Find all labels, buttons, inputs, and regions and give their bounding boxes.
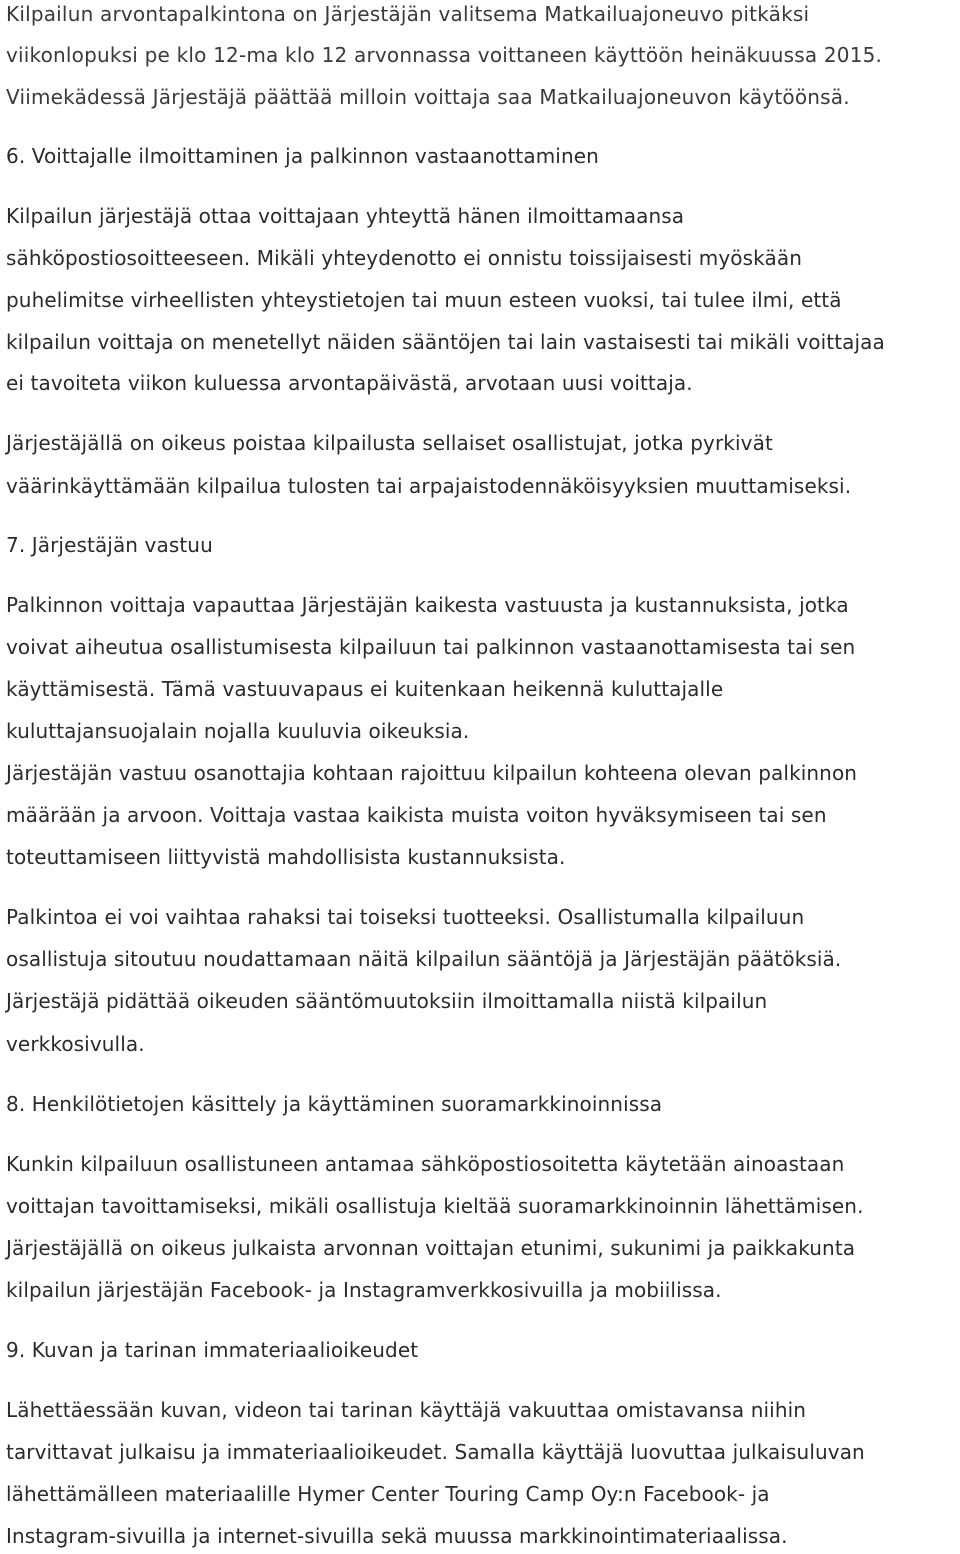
text-line: Järjestäjällä on oikeus julkaista arvonnan voittajan etunimi, sukunimi ja paikkakunta <box>6 1236 856 1260</box>
text-line: kilpailun järjestäjän Facebook- ja Instagramverkkosivuilla ja mobiilissa. <box>6 1278 722 1302</box>
text-line: määrään ja arvoon. Voittaja vastaa kaikista muista voiton hyväksymiseen tai sen <box>6 803 827 827</box>
section-heading-9: 9. Kuvan ja tarinan immateriaalioikeudet <box>6 1338 419 1362</box>
text-line: Instagram-sivuilla ja internet-sivuilla sekä muussa markkinointimateriaalissa. <box>6 1524 788 1548</box>
text-line: Kilpailun järjestäjä ottaa voittajaan yhteyttä hänen ilmoittamaansa <box>6 204 685 228</box>
section-heading-8: 8. Henkilötietojen käsittely ja käyttäminen suoramarkkinoinnissa <box>6 1092 663 1116</box>
text-line: Järjestäjällä on oikeus poistaa kilpailusta sellaiset osallistujat, jotka pyrkivät <box>6 431 773 455</box>
text-line: verkkosivulla. <box>6 1032 145 1056</box>
text-line: kilpailun voittaja on menetellyt näiden sääntöjen tai lain vastaisesti tai mikäli voittajaa <box>6 330 885 354</box>
text-line: Järjestäjän vastuu osanottajia kohtaan rajoittuu kilpailun kohteena olevan palkinnon <box>6 761 858 785</box>
text-line: tarvittavat julkaisu ja immateriaalioikeudet. Samalla käyttäjä luovuttaa julkaisuluvan <box>6 1440 865 1464</box>
text-line: Kilpailun arvontapalkintona on Järjestäjän valitsema Matkailuajoneuvo pitkäksi <box>6 2 810 26</box>
text-line: lähettämälleen materiaalille Hymer Center Touring Camp Oy:n Facebook- ja <box>6 1482 770 1506</box>
text-line: Palkinnon voittaja vapauttaa Järjestäjän kaikesta vastuusta ja kustannuksista, jotka <box>6 593 849 617</box>
text-line: Kunkin kilpailuun osallistuneen antamaa sähköpostiosoitetta käytetään ainoastaan <box>6 1152 845 1176</box>
text-line: Lähettäessään kuvan, videon tai tarinan käyttäjä vakuuttaa omistavansa niihin <box>6 1398 807 1422</box>
section-heading-7: 7. Järjestäjän vastuu <box>6 533 213 557</box>
text-line: käyttämisestä. Tämä vastuuvapaus ei kuitenkaan heikennä kuluttajalle <box>6 677 724 701</box>
section-heading-6: 6. Voittajalle ilmoittaminen ja palkinnon vastaanottaminen <box>6 144 599 168</box>
text-line: kuluttajansuojalain nojalla kuuluvia oikeuksia. <box>6 719 470 743</box>
text-line: osallistuja sitoutuu noudattamaan näitä kilpailun sääntöjä ja Järjestäjän päätöksiä. <box>6 947 842 971</box>
text-line: voivat aiheutua osallistumisesta kilpailuun tai palkinnon vastaanottamisesta tai sen <box>6 635 856 659</box>
text-line: Järjestäjä pidättää oikeuden sääntömuutoksiin ilmoittamalla niistä kilpailun <box>6 989 768 1013</box>
text-line: voittajan tavoittamiseksi, mikäli osallistuja kieltää suoramarkkinoinnin lähettämisen. <box>6 1194 864 1218</box>
text-line: toteuttamiseen liittyvistä mahdollisista kustannuksista. <box>6 845 566 869</box>
text-line: puhelimitse virheellisten yhteystietojen tai muun esteen vuoksi, tai tulee ilmi, että <box>6 288 842 312</box>
text-line: ei tavoiteta viikon kuluessa arvontapäivästä, arvotaan uusi voittaja. <box>6 371 693 395</box>
text-line: viikonlopuksi pe klo 12-ma klo 12 arvonnassa voittaneen käyttöön heinäkuussa 2015. <box>6 43 883 67</box>
text-line: sähköpostiosoitteeseen. Mikäli yhteydenotto ei onnistu toissijaisesti myöskään <box>6 246 802 270</box>
text-line: Palkintoa ei voi vaihtaa rahaksi tai toiseksi tuotteeksi. Osallistumalla kilpailuun <box>6 905 805 929</box>
text-line: väärinkäyttämään kilpailua tulosten tai arpajaistodennäköisyyksien muuttamiseksi. <box>6 474 852 498</box>
text-line: Viimekädessä Järjestäjä päättää milloin voittaja saa Matkailuajoneuvon käytöönsä. <box>6 85 850 109</box>
